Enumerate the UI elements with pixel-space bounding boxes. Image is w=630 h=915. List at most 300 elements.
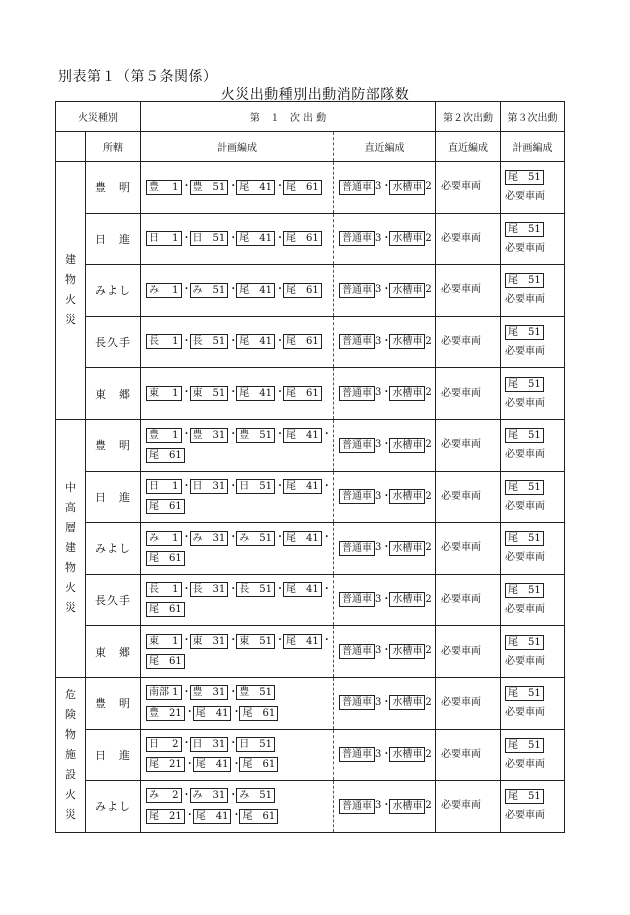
plan-cell <box>141 677 334 729</box>
unit-separator: ・ <box>381 800 392 812</box>
document-heading: 別表第１（第５条関係） <box>58 69 218 85</box>
unit-count: 3 <box>375 748 382 760</box>
unit-box: 尾 51 <box>505 789 544 804</box>
unit-box: 豊 51 <box>236 685 275 700</box>
third-line <box>505 529 564 548</box>
third-dispatch-units <box>501 736 564 774</box>
unit-box: 水槽車 <box>389 695 425 710</box>
unit-box: 水槽車 <box>389 283 425 298</box>
unit-separator: ・ <box>228 686 239 698</box>
plan-line <box>146 497 333 517</box>
plan-units <box>141 631 333 672</box>
nearest-cell <box>334 574 436 626</box>
unit-box: 日 1 <box>146 479 182 494</box>
third-line: 必要車両 <box>505 294 546 306</box>
unit-box: 普通車 <box>339 231 375 246</box>
unit-box: 尾 61 <box>239 809 278 824</box>
unit-separator: ・ <box>275 335 286 347</box>
third-line: 必要車両 <box>505 707 546 719</box>
table-row <box>56 523 565 575</box>
nearest-cell <box>334 677 436 729</box>
plan-cell <box>141 419 334 471</box>
plan-line <box>146 786 333 807</box>
unit-separator: ・ <box>275 181 286 193</box>
plan-units <box>141 425 333 466</box>
nearest-units <box>334 538 435 559</box>
nearest-cell <box>334 213 436 265</box>
unit-separator: ・ <box>231 758 242 770</box>
fire-type-header: 火災種別 <box>56 102 141 132</box>
plan-units <box>141 177 333 198</box>
unit-box: 長 1 <box>146 334 182 349</box>
third-line <box>505 426 564 445</box>
unit-count: 2 <box>425 490 432 502</box>
table-row <box>56 265 565 317</box>
unit-box: 尾 41 <box>193 757 232 772</box>
third-dispatch-units <box>501 529 564 567</box>
nearest-cell <box>334 471 436 523</box>
unit-box: 普通車 <box>339 180 375 195</box>
unit-separator: ・ <box>381 593 392 605</box>
third-line <box>505 323 564 342</box>
nearest-units <box>334 487 435 508</box>
jurisdiction-cell: みよし <box>86 781 141 833</box>
unit-box: 尾 61 <box>283 180 322 195</box>
table-row <box>56 316 565 368</box>
unit-separator: ・ <box>381 181 392 193</box>
third-dispatch-cell <box>501 316 565 368</box>
unit-count: 3 <box>375 439 382 451</box>
dispatch-table <box>55 101 565 833</box>
nearest-units <box>334 590 435 611</box>
plan-units <box>141 734 333 775</box>
plan-line <box>146 549 333 569</box>
unit-count: 2 <box>425 284 432 296</box>
plan-units <box>141 580 333 621</box>
unit-box: 尾 61 <box>146 602 185 617</box>
unit-box: 普通車 <box>339 438 375 453</box>
jurisdiction-cell: 豊 明 <box>86 419 141 471</box>
unit-box: 東 51 <box>190 386 229 401</box>
second-dispatch-cell <box>436 265 501 317</box>
unit-box: 南部 1 <box>146 685 182 700</box>
second-dispatch-cell <box>436 162 501 214</box>
unit-count: 3 <box>375 490 382 502</box>
plan-line <box>146 755 333 776</box>
jurisdiction-cell: 長久手 <box>86 574 141 626</box>
unit-count: 2 <box>425 439 432 451</box>
unit-count: 3 <box>375 181 382 193</box>
second-dispatch-value: 必要車両 <box>441 232 482 244</box>
third-dispatch-cell <box>501 523 565 575</box>
unit-box: 水槽車 <box>389 747 425 762</box>
third-line: 必要車両 <box>505 810 546 822</box>
header-row-1 <box>56 102 565 132</box>
unit-box: 尾 41 <box>283 428 322 443</box>
unit-separator: ・ <box>228 232 239 244</box>
unit-box: み 31 <box>190 531 229 546</box>
jurisdiction-cell: みよし <box>86 265 141 317</box>
unit-separator: ・ <box>228 387 239 399</box>
plan-cell <box>141 265 334 317</box>
unit-box: み 51 <box>236 531 275 546</box>
unit-box: 尾 41 <box>193 706 232 721</box>
unit-box: 尾 41 <box>193 809 232 824</box>
unit-separator: ・ <box>228 335 239 347</box>
third-line: 必要車両 <box>505 242 546 254</box>
unit-box: 尾 41 <box>236 231 275 246</box>
unit-box: 水槽車 <box>389 386 425 401</box>
fire-type-char: 高 <box>65 501 76 515</box>
unit-separator: ・ <box>228 635 239 647</box>
unit-box: 水槽車 <box>389 180 425 195</box>
second-dispatch-cell <box>436 213 501 265</box>
unit-count: 2 <box>425 800 432 812</box>
jurisdiction-header: 所轄 <box>86 132 141 162</box>
plan-units <box>141 229 333 250</box>
unit-box: 尾 51 <box>505 635 544 650</box>
third-dispatch-cell <box>501 471 565 523</box>
third-dispatch-units <box>501 271 564 309</box>
unit-separator: ・ <box>275 429 286 441</box>
nearest-header: 直近編成 <box>334 132 436 162</box>
unit-box: 尾 41 <box>283 531 322 546</box>
unit-box: 尾 51 <box>505 738 544 753</box>
third-line <box>505 168 564 187</box>
unit-box: み 51 <box>190 283 229 298</box>
fire-type-char: 建 <box>65 541 76 555</box>
unit-box: 尾 61 <box>283 231 322 246</box>
third-dispatch-units <box>501 581 564 619</box>
second-dispatch-value: 必要車両 <box>441 697 482 709</box>
unit-box: 普通車 <box>339 489 375 504</box>
second-dispatch-value: 必要車両 <box>441 181 482 193</box>
table-row <box>56 729 565 781</box>
second-dispatch-value: 必要車両 <box>441 490 482 502</box>
plan-cell <box>141 729 334 781</box>
unit-box: 尾 61 <box>146 499 185 514</box>
third-line <box>505 478 564 497</box>
second-sub-header: 直近編成 <box>436 132 501 162</box>
third-line <box>505 684 564 703</box>
second-dispatch-cell <box>436 574 501 626</box>
plan-line <box>146 683 333 704</box>
unit-box: 尾 51 <box>505 325 544 340</box>
unit-count: 2 <box>425 232 432 244</box>
unit-box: み 51 <box>236 788 275 803</box>
unit-box: 豊 51 <box>190 180 229 195</box>
table-row <box>56 213 565 265</box>
unit-count: 3 <box>375 696 382 708</box>
unit-box: 普通車 <box>339 283 375 298</box>
unit-box: 普通車 <box>339 386 375 401</box>
unit-count: 2 <box>425 542 432 554</box>
unit-count: 3 <box>375 645 382 657</box>
fire-type-char: 危 <box>65 687 76 701</box>
unit-box: 長 51 <box>190 334 229 349</box>
unit-box: 水槽車 <box>389 489 425 504</box>
plan-line <box>146 177 333 198</box>
third-dispatch-units <box>501 375 564 413</box>
unit-separator: ・ <box>231 810 242 822</box>
table-row <box>56 574 565 626</box>
unit-count: 2 <box>425 181 432 193</box>
unit-separator: ・ <box>381 232 392 244</box>
plan-line <box>146 652 333 672</box>
unit-separator: ・ <box>228 789 239 801</box>
second-dispatch-value: 必要車両 <box>441 748 482 760</box>
second-dispatch-value: 必要車両 <box>441 439 482 451</box>
plan-line <box>146 446 333 466</box>
plan-line <box>146 280 333 301</box>
third-line: 必要車両 <box>505 604 546 616</box>
unit-box: 東 31 <box>190 634 229 649</box>
unit-separator: ・ <box>275 387 286 399</box>
plan-line <box>146 528 333 549</box>
third-line: 必要車両 <box>505 552 546 564</box>
fire-type-char: 物 <box>65 727 76 741</box>
table-title: 火災出動種別出動消防部隊数 <box>220 87 410 103</box>
unit-count: 3 <box>375 232 382 244</box>
unit-separator: ・ <box>181 583 192 595</box>
third-line: 必要車両 <box>505 397 546 409</box>
unit-separator: ・ <box>275 284 286 296</box>
unit-box: 尾 61 <box>283 283 322 298</box>
unit-box: 尾 21 <box>146 809 185 824</box>
unit-separator: ・ <box>275 232 286 244</box>
second-dispatch-value: 必要車両 <box>441 645 482 657</box>
unit-separator: ・ <box>228 583 239 595</box>
unit-box: み 1 <box>146 283 182 298</box>
third-dispatch-units <box>501 684 564 722</box>
unit-count: 2 <box>425 645 432 657</box>
unit-box: 豊 1 <box>146 428 182 443</box>
unit-box: 尾 41 <box>283 582 322 597</box>
second-dispatch-value: 必要車両 <box>441 542 482 554</box>
table-row <box>56 368 565 420</box>
unit-count: 2 <box>425 748 432 760</box>
plan-line <box>146 229 333 250</box>
fire-type-char: 火 <box>65 581 76 595</box>
unit-separator: ・ <box>381 387 392 399</box>
unit-box: 尾 51 <box>505 222 544 237</box>
unit-box: 日 31 <box>190 737 229 752</box>
unit-box: み 31 <box>190 788 229 803</box>
unit-box: 水槽車 <box>389 644 425 659</box>
unit-box: 水槽車 <box>389 592 425 607</box>
second-dispatch-cell <box>436 626 501 678</box>
unit-box: 尾 51 <box>505 480 544 495</box>
third-line <box>505 633 564 652</box>
jurisdiction-cell: 日 進 <box>86 213 141 265</box>
third-dispatch-cell <box>501 729 565 781</box>
table-row <box>56 781 565 833</box>
unit-box: 尾 51 <box>505 170 544 185</box>
header-row-2 <box>56 132 565 162</box>
unit-separator: ・ <box>181 335 192 347</box>
fire-type-char: 物 <box>65 561 76 575</box>
unit-box: 尾 41 <box>236 283 275 298</box>
unit-separator: ・ <box>181 738 192 750</box>
unit-count: 2 <box>425 335 432 347</box>
unit-separator: ・ <box>228 738 239 750</box>
third-line: 必要車両 <box>505 346 546 358</box>
third-line: 必要車両 <box>505 500 546 512</box>
nearest-cell <box>334 265 436 317</box>
unit-separator: ・ <box>321 532 332 544</box>
plan-cell <box>141 781 334 833</box>
unit-separator: ・ <box>231 707 242 719</box>
third-line: 必要車両 <box>505 758 546 770</box>
plan-cell <box>141 316 334 368</box>
unit-count: 2 <box>425 387 432 399</box>
unit-box: 水槽車 <box>389 438 425 453</box>
unit-box: 水槽車 <box>389 799 425 814</box>
unit-box: 尾 61 <box>146 654 185 669</box>
unit-separator: ・ <box>381 284 392 296</box>
plan-units <box>141 683 333 724</box>
fire-type-char: 設 <box>65 767 76 781</box>
unit-box: 尾 51 <box>505 531 544 546</box>
unit-separator: ・ <box>275 635 286 647</box>
fire-type-char: 険 <box>65 707 76 721</box>
fire-type-char: 災 <box>65 601 76 615</box>
second-dispatch-cell <box>436 419 501 471</box>
third-line <box>505 271 564 290</box>
second-dispatch-value: 必要車両 <box>441 336 482 348</box>
unit-box: 水槽車 <box>389 541 425 556</box>
nearest-cell <box>334 162 436 214</box>
second-dispatch-value: 必要車両 <box>441 387 482 399</box>
plan-line <box>146 631 333 652</box>
unit-separator: ・ <box>275 532 286 544</box>
unit-box: 豊 1 <box>146 180 182 195</box>
third-dispatch-cell <box>501 368 565 420</box>
nearest-units <box>334 641 435 662</box>
third-dispatch-cell <box>501 162 565 214</box>
unit-box: 日 51 <box>190 231 229 246</box>
second-dispatch-cell <box>436 471 501 523</box>
unit-count: 3 <box>375 542 382 554</box>
third-line <box>505 787 564 806</box>
group-blank-header <box>56 132 86 162</box>
unit-separator: ・ <box>381 748 392 760</box>
unit-count: 3 <box>375 335 382 347</box>
unit-box: 日 31 <box>190 479 229 494</box>
unit-count: 2 <box>425 593 432 605</box>
third-dispatch-cell <box>501 574 565 626</box>
plan-units <box>141 383 333 404</box>
plan-header: 計画編成 <box>141 132 334 162</box>
unit-box: 東 1 <box>146 634 182 649</box>
unit-box: 普通車 <box>339 541 375 556</box>
fire-type-char: 層 <box>65 521 76 535</box>
unit-separator: ・ <box>381 542 392 554</box>
third-dispatch-units <box>501 426 564 464</box>
unit-box: 尾 51 <box>505 377 544 392</box>
unit-separator: ・ <box>184 758 195 770</box>
plan-units <box>141 528 333 569</box>
unit-box: 尾 41 <box>236 386 275 401</box>
jurisdiction-cell: 東 郷 <box>86 368 141 420</box>
fire-type-char: 建 <box>65 253 76 267</box>
unit-separator: ・ <box>181 635 192 647</box>
unit-separator: ・ <box>181 789 192 801</box>
plan-units <box>141 280 333 301</box>
plan-line <box>146 383 333 404</box>
third-dispatch-units <box>501 323 564 361</box>
nearest-units <box>334 229 435 250</box>
plan-cell <box>141 213 334 265</box>
unit-separator: ・ <box>321 429 332 441</box>
fire-type-char: 災 <box>65 313 76 327</box>
jurisdiction-cell: 豊 明 <box>86 162 141 214</box>
unit-box: 水槽車 <box>389 334 425 349</box>
unit-box: 長 1 <box>146 582 182 597</box>
unit-separator: ・ <box>228 480 239 492</box>
jurisdiction-cell: 豊 明 <box>86 677 141 729</box>
unit-box: 尾 41 <box>283 479 322 494</box>
third-dispatch-units <box>501 787 564 825</box>
plan-line <box>146 734 333 755</box>
unit-box: 豊 51 <box>236 428 275 443</box>
plan-cell <box>141 368 334 420</box>
unit-box: 尾 61 <box>146 448 185 463</box>
plan-line <box>146 600 333 620</box>
fire-type-char: 施 <box>65 747 76 761</box>
plan-units <box>141 332 333 353</box>
third-dispatch-units <box>501 478 564 516</box>
fire-type-char: 中 <box>65 481 76 495</box>
third-dispatch-cell <box>501 781 565 833</box>
unit-separator: ・ <box>181 532 192 544</box>
unit-separator: ・ <box>381 439 392 451</box>
unit-box: 豊 21 <box>146 706 185 721</box>
unit-box: 普通車 <box>339 644 375 659</box>
nearest-units <box>334 435 435 456</box>
first-dispatch-header: 第 １ 次 出 動 <box>141 102 436 132</box>
unit-box: 東 51 <box>236 634 275 649</box>
third-dispatch-units <box>501 633 564 671</box>
unit-separator: ・ <box>381 696 392 708</box>
unit-count: 3 <box>375 593 382 605</box>
unit-box: 長 31 <box>190 582 229 597</box>
plan-cell <box>141 471 334 523</box>
fire-type-cell <box>56 677 86 832</box>
third-line <box>505 375 564 394</box>
third-dispatch-units <box>501 168 564 206</box>
third-line <box>505 736 564 755</box>
unit-box: 尾 21 <box>146 757 185 772</box>
third-dispatch-cell <box>501 419 565 471</box>
table-row <box>56 677 565 729</box>
jurisdiction-cell: 長久手 <box>86 316 141 368</box>
nearest-units <box>334 332 435 353</box>
unit-separator: ・ <box>321 583 332 595</box>
unit-separator: ・ <box>181 284 192 296</box>
third-line: 必要車両 <box>505 191 546 203</box>
unit-box: 尾 51 <box>505 583 544 598</box>
unit-separator: ・ <box>181 686 192 698</box>
unit-box: 普通車 <box>339 695 375 710</box>
table-row <box>56 419 565 471</box>
second-dispatch-cell <box>436 523 501 575</box>
unit-separator: ・ <box>181 429 192 441</box>
third-dispatch-cell <box>501 626 565 678</box>
nearest-cell <box>334 781 436 833</box>
unit-count: 3 <box>375 800 382 812</box>
nearest-cell <box>334 729 436 781</box>
